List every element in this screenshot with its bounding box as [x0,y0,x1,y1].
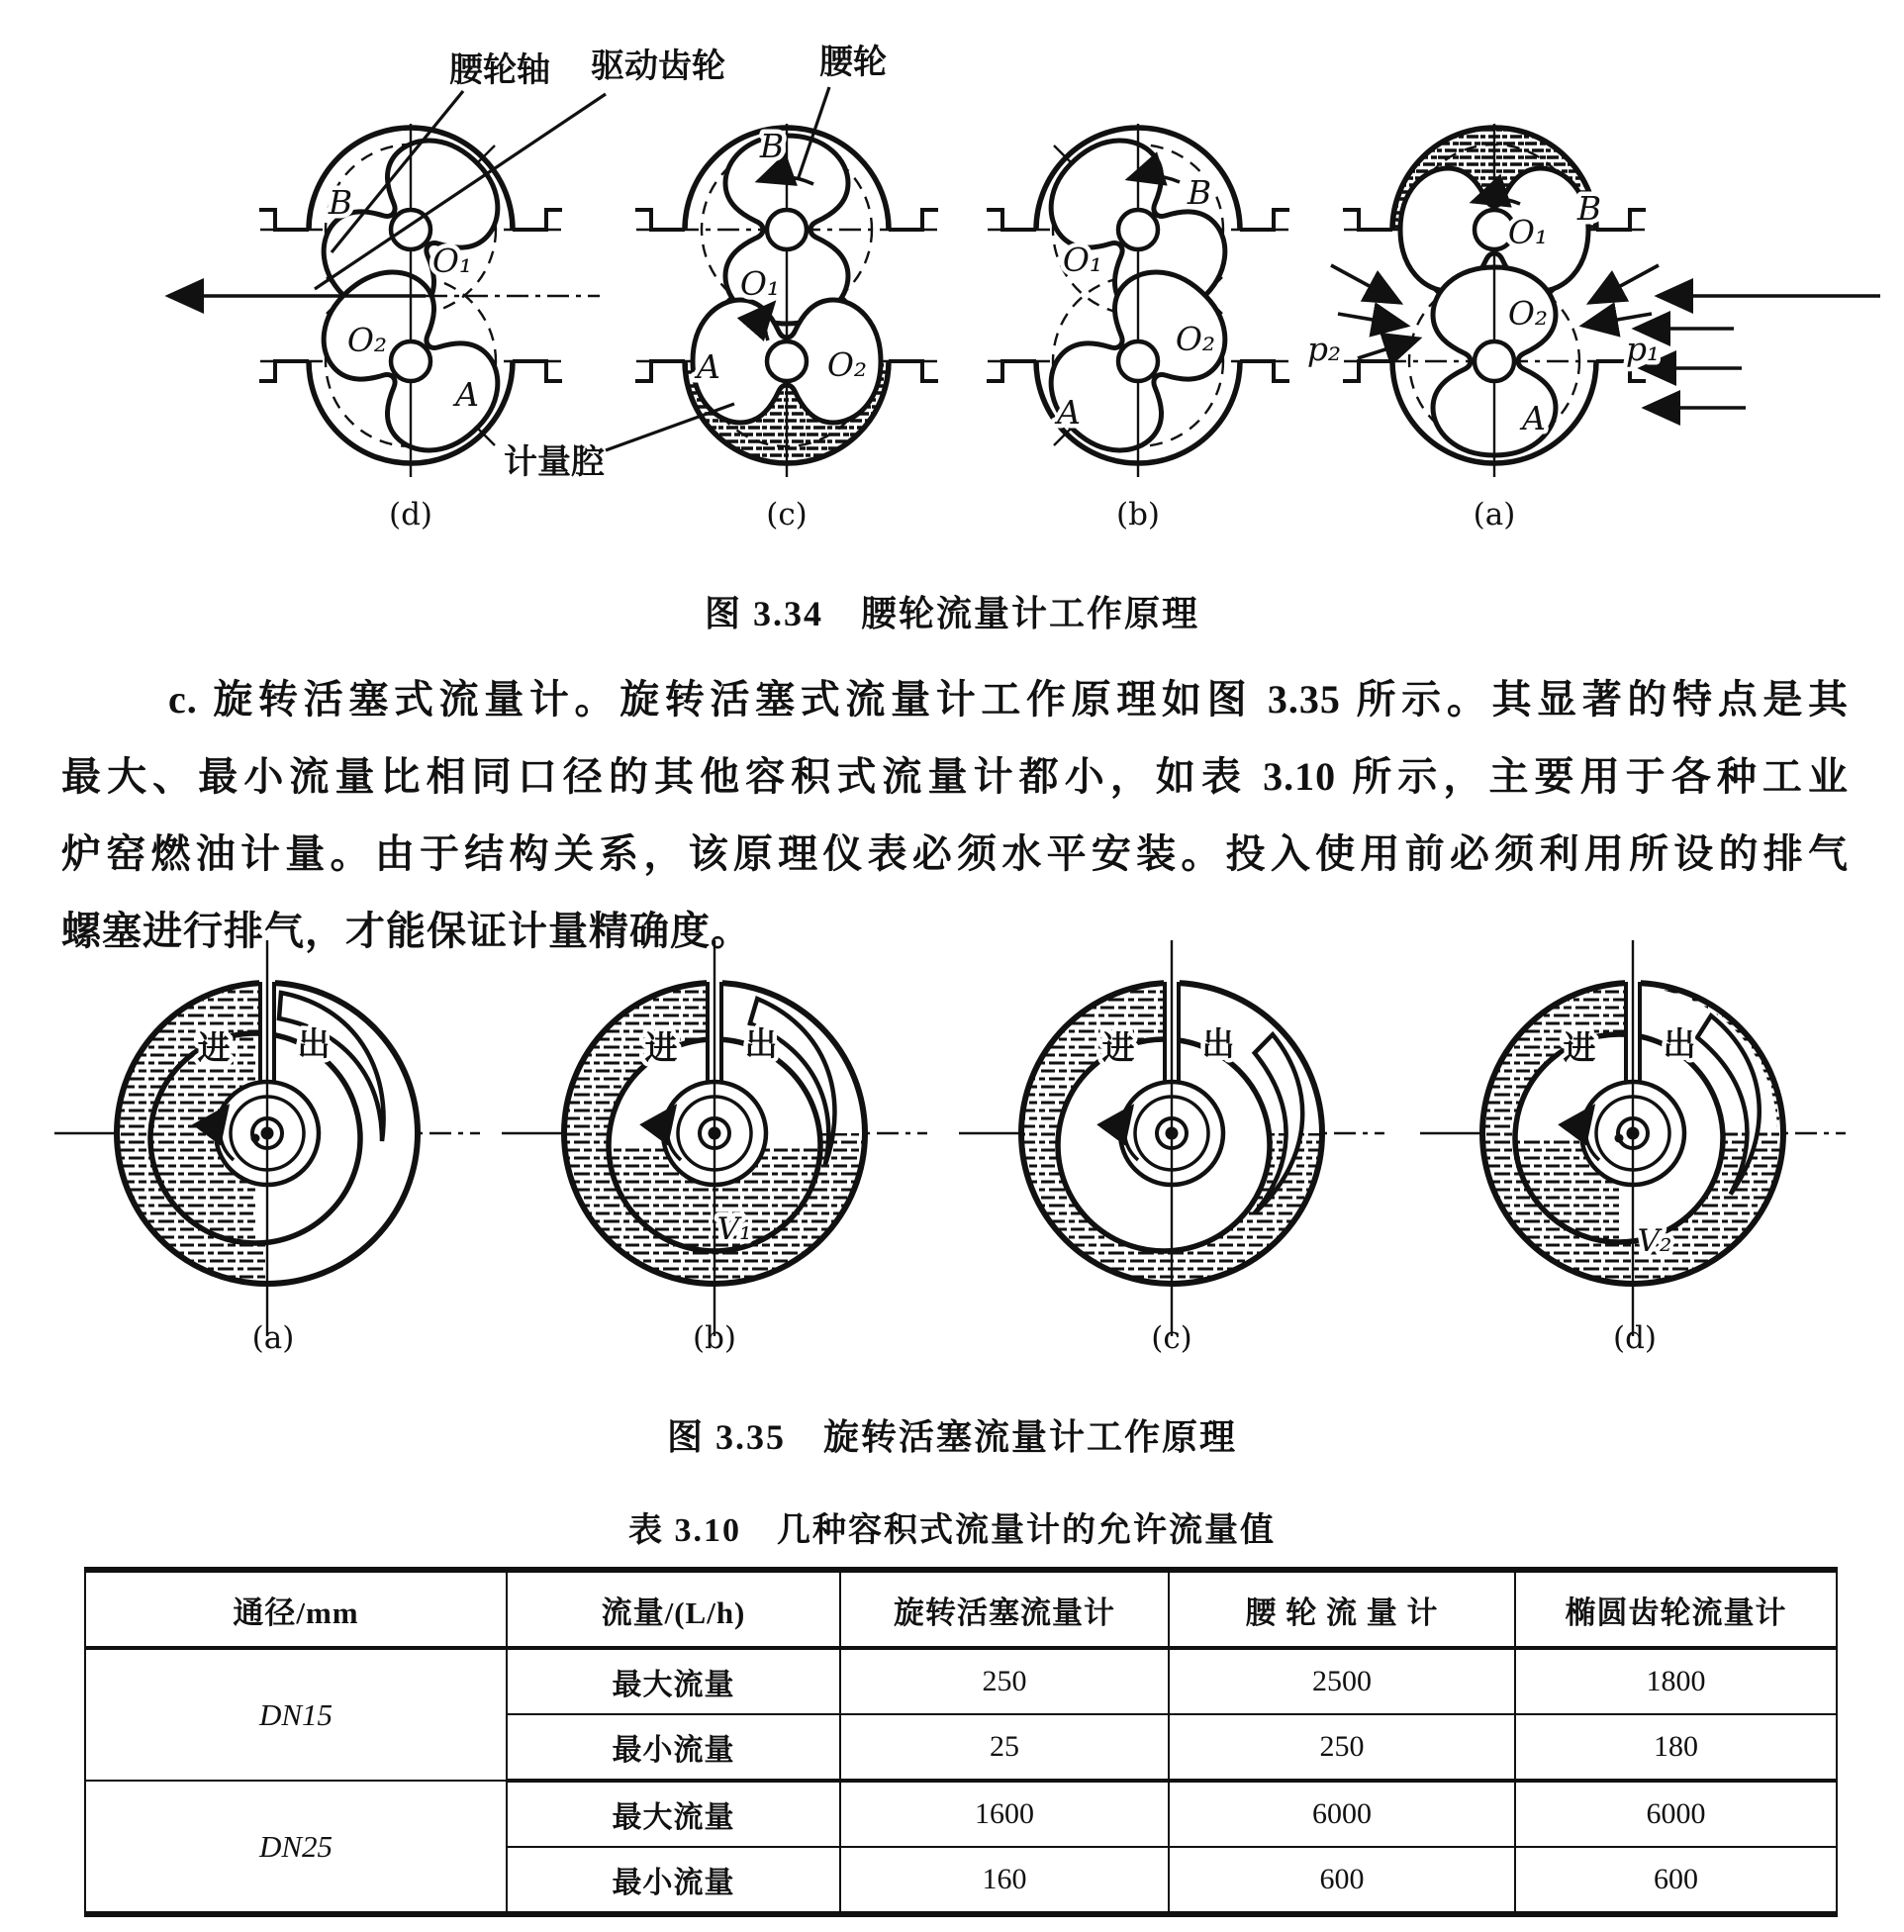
letter-A: A [1522,399,1546,437]
callout-drive-gear: 驱动齿轮 [591,48,725,85]
cell-oval-gear: 6000 [1515,1781,1837,1847]
fig334-sub-labels [389,497,1515,532]
cell-rotary-piston: 250 [840,1648,1169,1714]
cell-flow-type: 最大流量 [507,1781,840,1847]
fig334-diagram-b [987,119,1289,477]
cell-diameter-dn15: DN15 [85,1648,507,1781]
figure-3-34-roots-flowmeter-diagram [0,30,1904,554]
callout-waist-wheel-shaft: 腰轮轴 [449,52,550,89]
letter-A: A [1057,393,1081,432]
fig335-diagram-b [502,940,927,1356]
cell-diameter-dn25: DN25 [85,1781,507,1914]
callout-waist-wheel: 腰轮 [819,45,887,81]
fig335-diagram-a [54,940,480,1356]
header-oval-gear: 椭圆齿轮流量计 [1515,1570,1837,1648]
letter-A: A [455,375,479,414]
sub-label-a: (a) [1473,497,1516,532]
paragraph-line: 最大、最小流量比相同口径的其他容积式流量计都小，如表 3.10 所示，主要用于各种工业 [61,754,1849,799]
letter-O2: O₂ [826,345,868,384]
header-diameter: 通径/mm [85,1570,507,1648]
sub-label-b: (b) [1115,497,1161,532]
figure-3-35-caption: 图 3.35 旋转活塞流量计工作原理 [666,1417,1237,1457]
letter-O1: O₁ [1507,213,1549,251]
sub-label-c: (c) [1151,1320,1192,1356]
fig334-diagram-a [1307,124,1880,477]
paragraph-line: c. 旋转活塞式流量计。旋转活塞式流量计工作原理如图 3.35 所示。其显著的特点是其 [168,677,1849,722]
table-row [85,1781,1837,1847]
cell-flow-type: 最小流量 [507,1714,840,1781]
cell-waist-wheel: 250 [1169,1714,1515,1781]
inlet-label: 进 [1101,1031,1135,1067]
paragraph-line: 炉窑燃油计量。由于结构关系，该原理仪表必须水平安装。投入使用前必须利用所设的排气 [61,831,1849,876]
shaft-circle [391,341,430,381]
cell-flow-type: 最小流量 [507,1847,840,1914]
header-rotary-piston: 旋转活塞流量计 [840,1570,1169,1648]
cell-oval-gear: 600 [1515,1847,1837,1914]
cell-waist-wheel: 6000 [1169,1781,1515,1847]
sub-label-a: (a) [251,1320,295,1356]
figure-3-34-caption: 图 3.34 腰轮流量计工作原理 [704,594,1199,633]
volume-v1-label: V₁ [716,1211,752,1247]
letter-B: B [759,127,785,165]
cell-waist-wheel: 2500 [1169,1648,1515,1714]
sub-label-b: (b) [692,1320,737,1356]
fig335-diagram-c [959,940,1384,1356]
paragraph-line: 螺塞进行排气，才能保证计量精确度。 [61,909,751,953]
figure-3-35-rotary-piston-diagram [0,940,1904,1376]
letter-p1: p₁ [1625,330,1661,368]
table-3-10-title: 表 3.10 几种容积式流量计的允许流量值 [628,1512,1276,1549]
letter-p2: p₂ [1306,330,1342,368]
fig334-diagram-d [168,119,600,477]
inlet-label: 进 [197,1031,231,1067]
header-flow: 流量/(L/h) [507,1570,840,1648]
inlet-label: 进 [1563,1031,1596,1067]
letter-B: B [328,183,353,222]
letter-B: B [1576,189,1602,228]
callout-metering-chamber: 计量腔 [504,444,605,481]
cell-flow-type: 最大流量 [507,1648,840,1714]
cell-oval-gear: 180 [1515,1714,1837,1781]
cell-rotary-piston: 1600 [840,1781,1169,1847]
cell-rotary-piston: 25 [840,1714,1169,1781]
header-waist-wheel: 腰 轮 流 量 计 [1169,1570,1515,1648]
fig335-diagram-d [1420,940,1846,1356]
volume-v2-label: V₂ [1637,1223,1672,1259]
outlet-label: 出 [1663,1027,1696,1063]
letter-A: A [697,347,720,386]
letter-O1: O₁ [739,264,781,303]
outlet-label: 出 [297,1027,331,1063]
sub-label-d: (d) [388,497,433,532]
sub-label-d: (d) [1612,1320,1658,1356]
inlet-label: 进 [644,1031,678,1067]
table-row [85,1648,1837,1714]
table-3-10 [84,1567,1838,1917]
outlet-label: 出 [1201,1027,1235,1063]
outlet-label: 出 [744,1027,778,1063]
table-header-row [85,1570,1837,1648]
letter-O1: O₁ [431,242,473,280]
letter-O2: O₂ [1507,294,1549,333]
letter-O1: O₁ [1062,241,1103,279]
cell-waist-wheel: 600 [1169,1847,1515,1914]
cell-rotary-piston: 160 [840,1847,1169,1914]
letter-O2: O₂ [1175,320,1216,358]
letter-B: B [1187,173,1212,212]
letter-O2: O₂ [346,321,388,359]
body-paragraph [61,661,1849,970]
sub-label-c: (c) [766,497,808,532]
cell-oval-gear: 1800 [1515,1648,1837,1714]
